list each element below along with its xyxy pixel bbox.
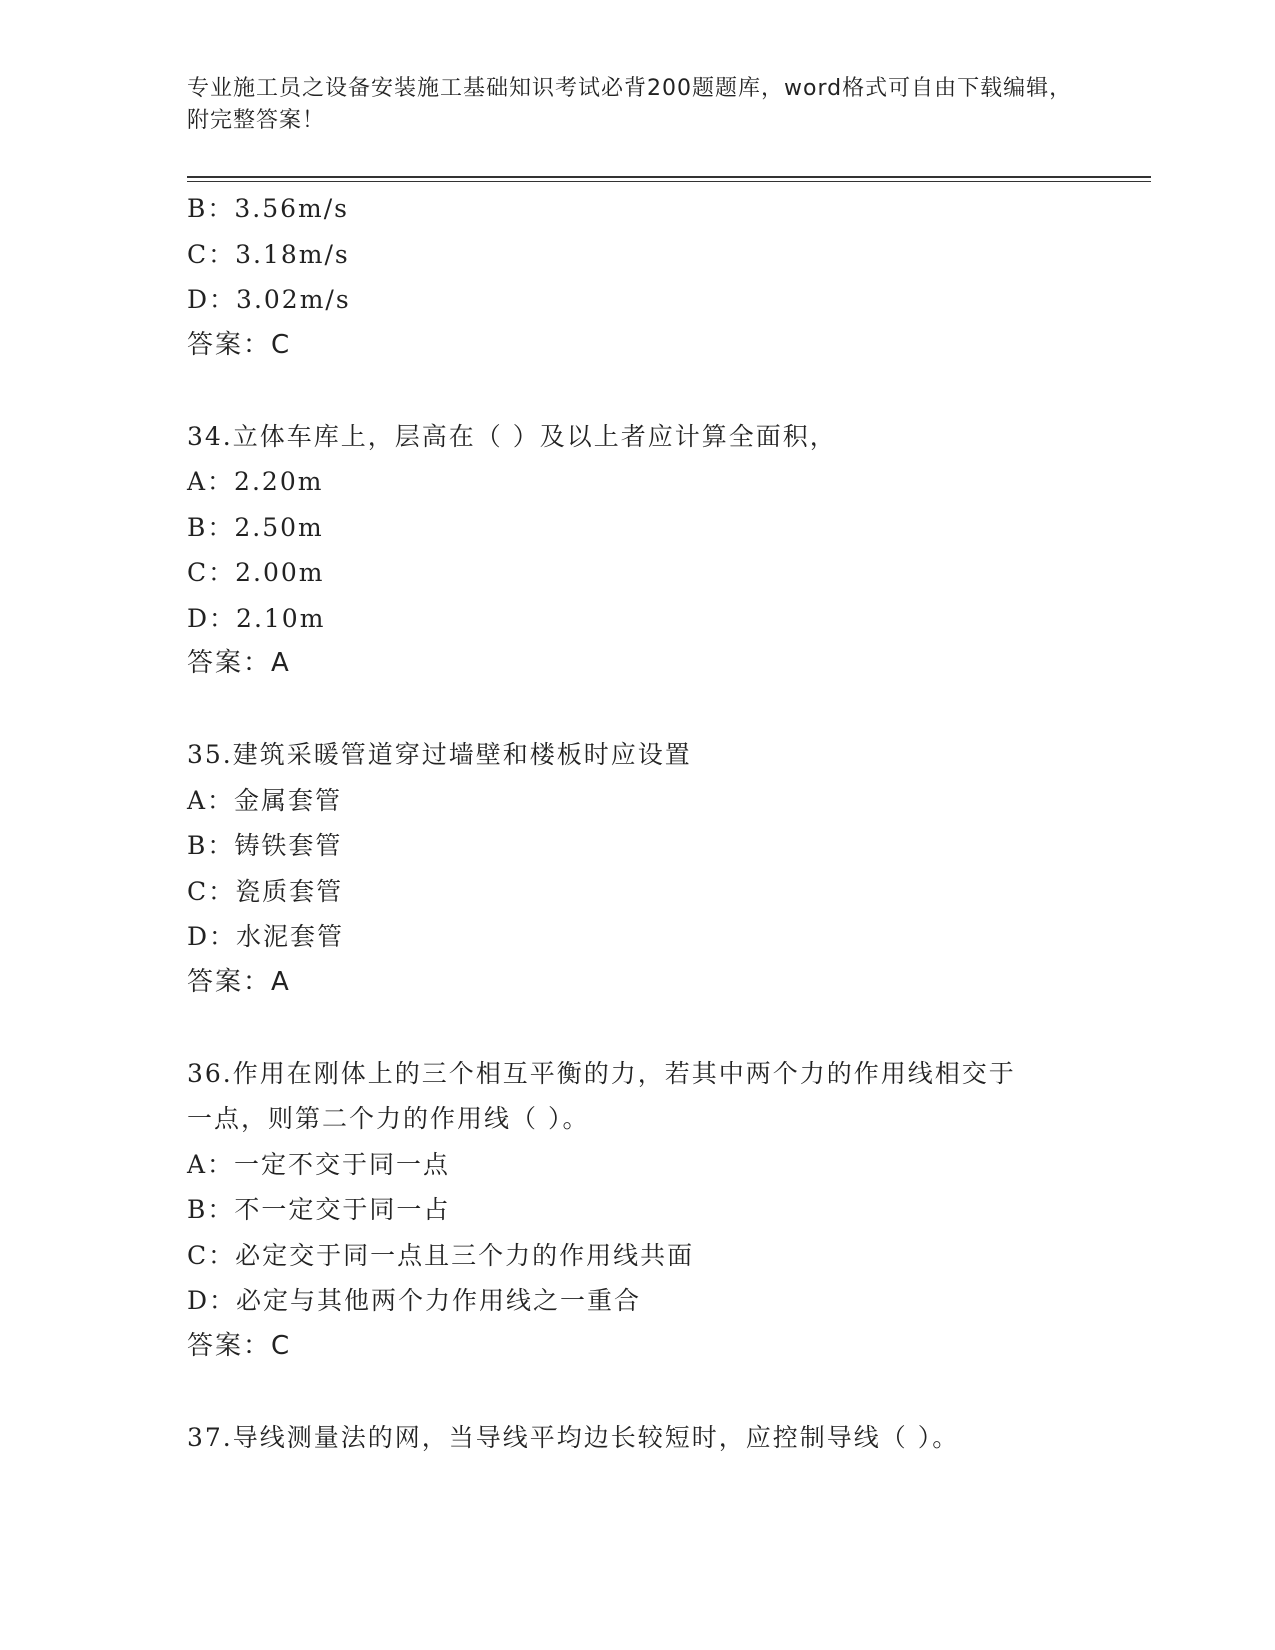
option-a: A：一定不交于同一点	[187, 1149, 451, 1179]
option-a: A：2.20m	[187, 467, 324, 496]
answer-line: 答案：A	[187, 966, 291, 997]
option-d: D：3.02m/s	[187, 285, 351, 314]
question-text-line-1: 36.作用在刚体上的三个相互平衡的力，若其中两个力的作用线相交于	[187, 1058, 1016, 1088]
spacer	[187, 368, 1087, 414]
option-a: A：金属套管	[187, 785, 343, 815]
question-text: 35.建筑采暖管道穿过墙壁和楼板时应设置	[187, 740, 692, 769]
header-divider-thin	[187, 181, 1151, 182]
option-c: C：瓷质套管	[187, 876, 344, 906]
option-c: C：3.18m/s	[187, 239, 350, 269]
option-b: B：3.56m/s	[187, 194, 349, 223]
option-d: D：必定与其他两个力作用线之一重合	[187, 1286, 642, 1315]
answer-line: 答案：A	[187, 648, 291, 678]
answer-line: 答案：C	[187, 329, 292, 360]
header-divider-thick	[187, 176, 1151, 178]
question-text: 37.导线测量法的网，当导线平均边长较短时，应控制导线（ ）。	[187, 1422, 960, 1452]
answer-line: 答案：C	[187, 1330, 292, 1361]
spacer	[187, 1369, 1087, 1415]
document-header: 专业施工员之设备安装施工基础知识考试必背200题题库，word格式可自由下载编辑，附完整答案！	[187, 76, 1073, 133]
option-b: B：铸铁套管	[187, 831, 343, 860]
spacer	[187, 1005, 1087, 1051]
question-text-line-2: 一点，则第二个力的作用线（ ）。	[187, 1104, 590, 1133]
spacer	[187, 687, 1087, 733]
option-c: C：必定交于同一点且三个力的作用线共面	[187, 1240, 695, 1270]
option-d: D：2.10m	[187, 603, 326, 633]
option-c: C：2.00m	[187, 558, 325, 587]
question-text: 34.立体车库上，层高在（ ）及以上者应计算全面积，	[187, 421, 837, 451]
option-b: B：不一定交于同一占	[187, 1195, 451, 1224]
option-b: B：2.50m	[187, 512, 324, 542]
option-d: D：水泥套管	[187, 922, 345, 951]
question-list	[187, 186, 1087, 1460]
